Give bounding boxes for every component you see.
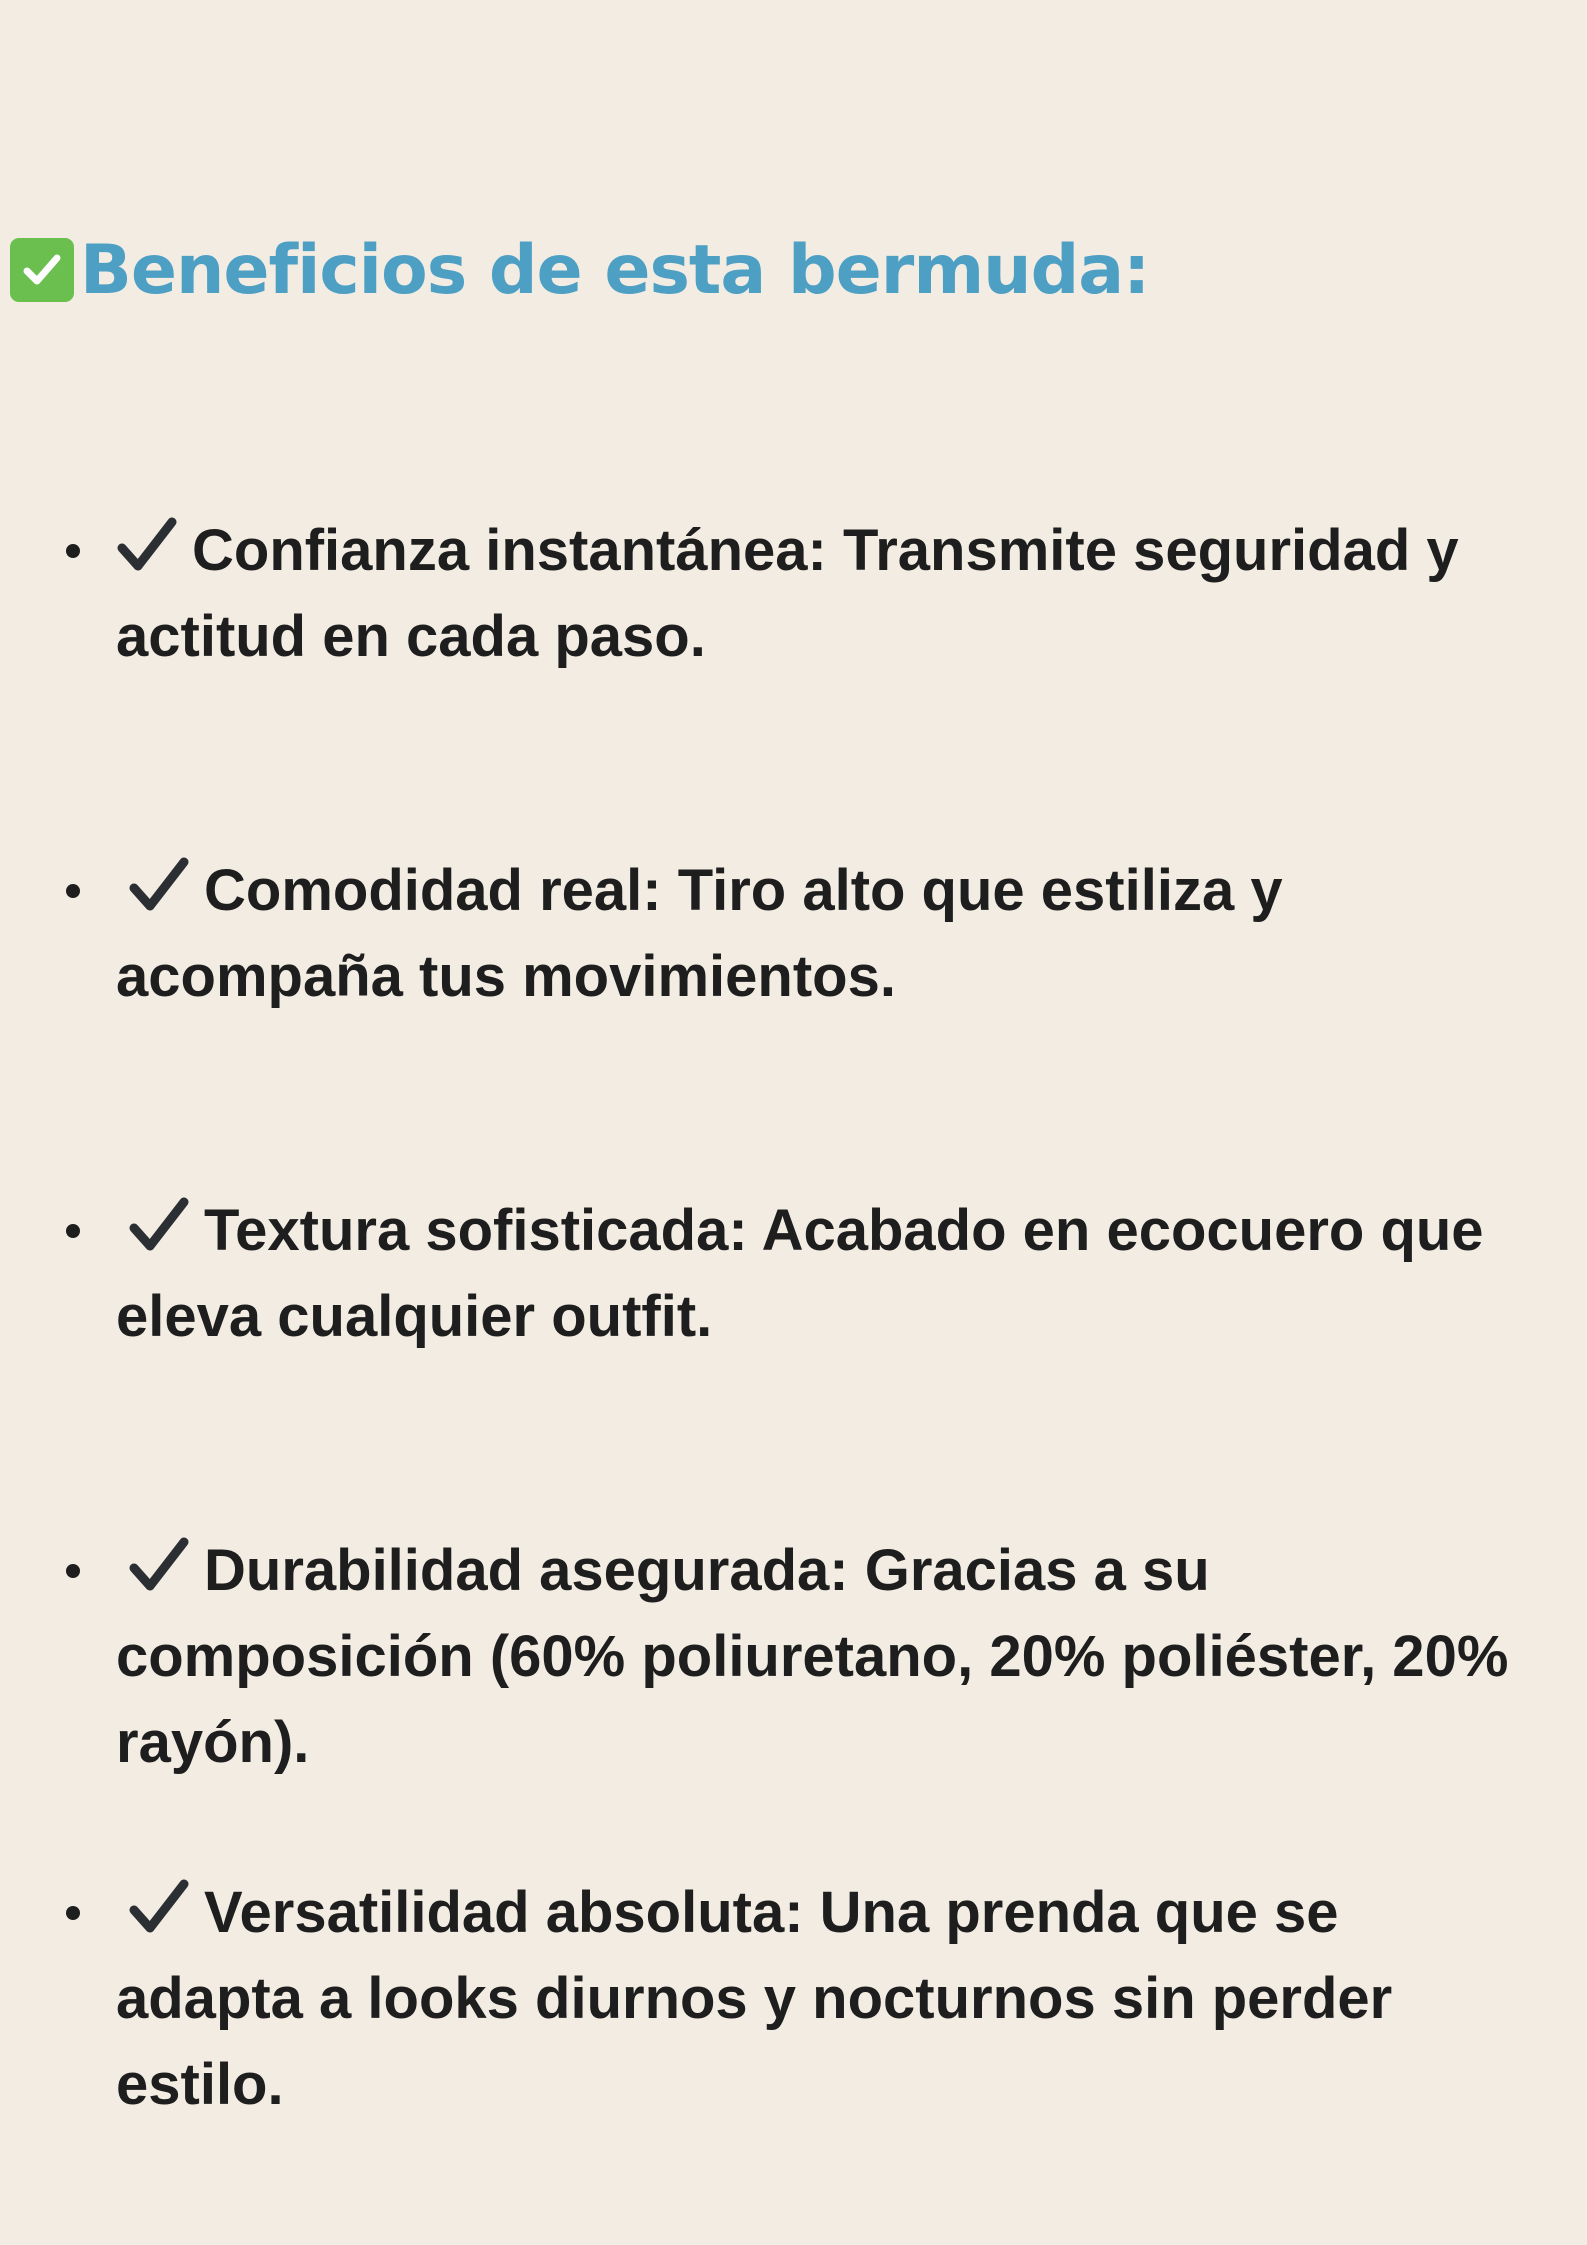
benefit-line: estilo.: [116, 2052, 284, 2117]
check-mark-icon: [128, 1878, 190, 1936]
benefit-line: eleva cualquier outfit.: [116, 1284, 713, 1349]
benefit-line: composición (60% poliuretano, 20% poliéster, 20%: [116, 1624, 1509, 1689]
benefit-line: Versatilidad absoluta: Una prenda que se: [204, 1880, 1339, 1945]
check-mark-icon: [128, 1536, 190, 1594]
benefit-line: Durabilidad asegurada: Gracias a su: [204, 1538, 1210, 1603]
benefit-line: actitud en cada paso.: [116, 604, 706, 669]
benefit-item: [66, 848, 1566, 1020]
benefit-item: [66, 1188, 1566, 1360]
benefit-line: Confianza instantánea: Transmite seguridad y: [192, 518, 1459, 583]
heading: [10, 222, 1149, 318]
check-mark-icon: [128, 1196, 190, 1254]
benefit-line: acompaña tus movimientos.: [116, 944, 896, 1009]
benefit-item: [66, 1870, 1566, 2128]
benefit-item: [66, 1528, 1566, 1786]
check-box-icon: [10, 238, 74, 302]
benefit-line: Textura sofisticada: Acabado en ecocuero que: [204, 1198, 1484, 1263]
heading-text: Beneficios de esta bermuda:: [80, 230, 1150, 310]
benefit-item: [66, 508, 1566, 680]
benefit-line: rayón).: [116, 1710, 310, 1775]
benefit-line: Comodidad real: Tiro alto que estiliza y: [204, 858, 1283, 923]
check-mark-icon: [116, 516, 178, 574]
benefit-line: adapta a looks diurnos y nocturnos sin perder: [116, 1966, 1393, 2031]
check-mark-icon: [128, 856, 190, 914]
